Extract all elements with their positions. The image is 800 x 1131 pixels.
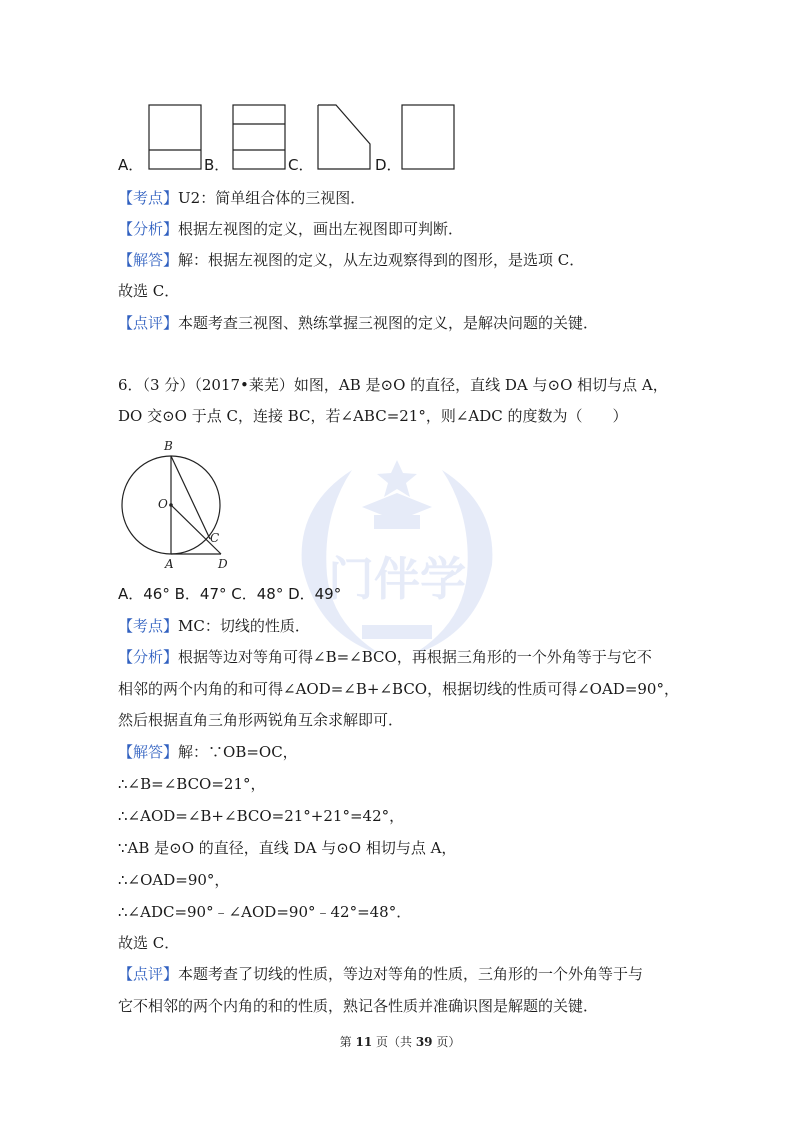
q6-fenxi-line3: 然后根据直角三角形两锐角互余求解即可．: [118, 711, 404, 729]
option-c-figure: [316, 100, 374, 172]
q6-fenxi-line2: 相邻的两个内角的和可得∠AOD=∠B+∠BCO，根据切线的性质可得∠OAD=90°，: [118, 680, 679, 698]
option-c-label: C．: [288, 156, 314, 174]
center-point: [169, 503, 173, 507]
watermark-logo: [282, 445, 512, 675]
prev-jieda: 【解答】解：根据左视图的定义，从左边观察得到的图形，是选项 C．: [118, 251, 585, 269]
q6-jieda-line1: 【解答】解：∵OB=OC，: [118, 743, 298, 761]
q6-stem-line2: DO 交⊙O 于点 C，连接 BC，若∠ABC=21°，则∠ADC 的度数为（ ）: [118, 407, 628, 425]
prev-dianping: 【点评】本题考查三视图、熟练掌握三视图的定义，是解决问题的关键．: [118, 314, 599, 332]
q6-jieda-line5: ∴∠OAD=90°，: [118, 871, 230, 889]
prev-kaodian: 【考点】U2：简单组合体的三视图．: [118, 189, 366, 207]
prev-guxuan: 故选 C．: [118, 282, 180, 300]
q6-jieda-line4: ∵AB 是⊙O 的直径，直线 DA 与⊙O 相切与点 A，: [118, 839, 457, 857]
q6-kaodian: 【考点】MC：切线的性质．: [118, 617, 310, 635]
q6-jieda-line6: ∴∠ADC=90°﹣∠AOD=90°﹣42°=48°．: [118, 903, 412, 921]
q6-options: A．46° B．47° C．48° D．49°: [118, 585, 342, 603]
q6-stem-line1: 6．（3 分）（2017•莱芜）如图，AB 是⊙O 的直径，直线 DA 与⊙O 相切与点 A，: [118, 376, 668, 394]
option-a-figure: [148, 100, 204, 172]
prev-fenxi: 【分析】根据左视图的定义，画出左视图即可判断．: [118, 220, 464, 238]
label-d: D: [218, 557, 228, 571]
option-d-figure: [400, 100, 458, 172]
option-b-figure: [232, 100, 288, 172]
watermark-text: 门伴学: [328, 552, 466, 606]
footer-total-pages: 39: [415, 1035, 433, 1049]
q6-jieda-line3: ∴∠AOD=∠B+∠BCO=21°+21°=42°，: [118, 807, 405, 825]
q6-circle-figure: [118, 436, 238, 576]
q6-guxuan: 故选 C．: [118, 934, 180, 952]
q6-jieda-line2: ∴∠B=∠BCO=21°，: [118, 775, 266, 793]
option-a-label: A．: [118, 156, 144, 174]
option-d-label: D．: [375, 156, 402, 174]
footer-page-number: 11: [355, 1035, 373, 1049]
q6-dianping-line2: 它不相邻的两个内角的和的性质，熟记各性质并准确识图是解题的关键．: [118, 997, 599, 1015]
label-o: O: [158, 497, 168, 511]
prev-question-options: [118, 100, 478, 180]
q6-dianping-line1: 【点评】本题考查了切线的性质，等边对等角的性质，三角形的一个外角等于与: [118, 965, 644, 983]
label-c: C: [210, 531, 220, 545]
label-b: B: [164, 439, 173, 453]
label-a: A: [165, 557, 174, 571]
page-footer: 第 11 页（共 39 页）: [339, 1035, 461, 1049]
q6-fenxi-line1: 【分析】根据等边对等角可得∠B=∠BCO，再根据三角形的一个外角等于与它不: [118, 648, 652, 666]
option-b-label: B．: [204, 156, 230, 174]
